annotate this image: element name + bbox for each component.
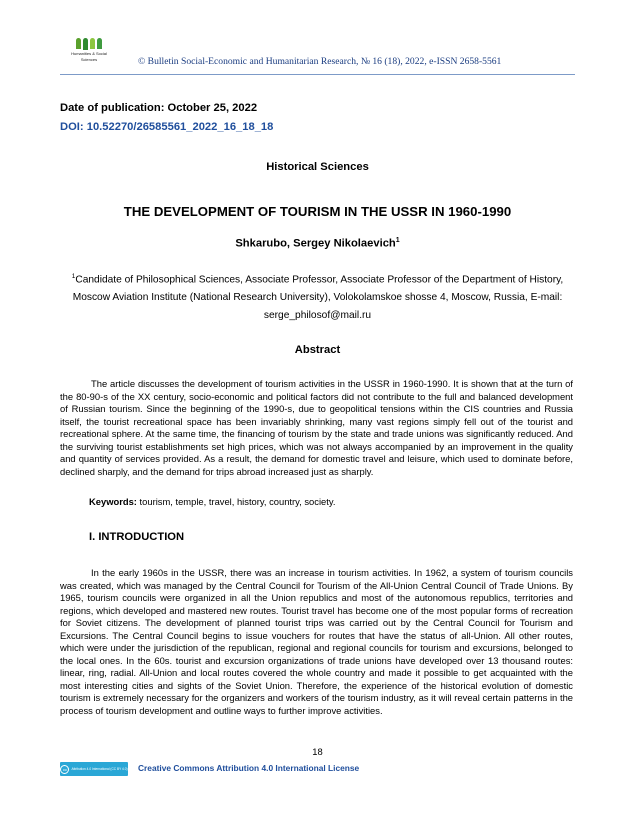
section-heading: Historical Sciences	[266, 161, 369, 173]
plant-icon	[76, 38, 81, 49]
publication-date: Date of publication: October 25, 2022	[60, 102, 258, 114]
author-superscript: 1	[395, 237, 400, 244]
affiliation-text: Candidate of Philosophical Sciences, Associate Professor, Associate Professor of the Department of History, Moscow Aviation Institute (National Research University), Volokolamskoe shosse 4, Moscow, Russia, E-mail: serge_philosof@mail.ru	[72, 274, 564, 322]
cc-badge-text: Attribution 4.0 International (CC BY 4.0)	[71, 767, 128, 771]
cc-icon: cc	[60, 765, 69, 774]
affiliation-superscript: 1	[71, 273, 76, 280]
logo-text-1: Humanities & Social	[71, 51, 107, 56]
author-text: Shkarubo, Sergey Nikolaevich	[235, 237, 396, 250]
header-divider	[60, 74, 575, 75]
affiliation	[60, 268, 575, 325]
keywords-list: tourism, temple, travel, history, country, society.	[139, 496, 336, 507]
abstract-text: The article discusses the development of tourism activities in the USSR in 1960-1990. It is shown that at the turn of the 80-90-s of the XX century, socio-economic and political factors did not contribute to the full and balanced development of Russian tourism. Since the beginning of the 1990-s, due to geopolitical tensions within the CIS countries and Russia itself, the tourist recreational space has been invariably shrinking, many vast regions simply fell out of the tourist and recreational sphere. At the same time, the financing of tourism by the state and trade unions was significantly reduced. And the surviving tourist establishments set high prices, which was not always accompanied by an improvement in the quality and quantity of services provided. As a result, the demand for domestic travel and leisure, which used to dominate before, declined sharply, and the demand for trips abroad increased just as sharply.	[60, 378, 573, 477]
plant-icon	[83, 38, 88, 50]
introduction-heading: I. INTRODUCTION	[89, 531, 185, 543]
abstract-heading: Abstract	[294, 344, 341, 356]
doi-link[interactable]: DOI: 10.52270/26585561_2022_16_18_18	[60, 121, 274, 133]
plants-icon	[62, 38, 116, 50]
journal-logo	[62, 38, 116, 62]
keywords-label: Keywords:	[89, 496, 137, 507]
journal-header: © Bulletin Social-Economic and Humanitarian Research, № 16 (18), 2022, e-ISSN 2658-5561	[138, 56, 502, 67]
article-title: THE DEVELOPMENT OF TOURISM IN THE USSR IN 1960-1990	[123, 204, 512, 219]
author-name	[60, 237, 575, 250]
introduction-text: In the early 1960s in the USSR, there was an increase in tourism activities. In 1962, a system of tourism councils was created, which was managed by the Central Council for Tourism of the All-Union Central Council of Trade Unions. By 1965, tourism councils were organized in all the Union republics and most of the autonomous republics, territories and regions, which developed and mastered new routes. Tourist travel has become one of the most popular forms of recreation for Soviet citizens. The development of planned tourist trips was carried out by the Central Council for Tourism and Excursions. The Central Council begins to issue vouchers for routes that have the status of all-Union. All other routes, which were under the jurisdiction of the republican, regional and regional councils for tourism and excursions, belonged to the local ones. In the 60s. tourist and excursion organizations of trade unions have developed over 13 thousand routes: linear, ring, radial. All-Union and local routes covered the whole country and made it possible to get acquainted with the most interesting cities and sights of the Soviet Union. Therefore, the experience of the historical evolution of domestic tourism is extremely necessary for the organizers and workers of the tourism industry, as it will reveal certain patterns in the process of tourism development and outline ways to further improve activities.	[60, 567, 573, 716]
logo-text-2: Sciences	[80, 57, 98, 62]
plant-icon	[97, 38, 102, 49]
page-number: 18	[312, 746, 323, 757]
keywords	[89, 496, 335, 507]
plant-icon	[90, 38, 95, 49]
license-text[interactable]: Creative Commons Attribution 4.0 International License	[138, 763, 360, 773]
cc-license-badge[interactable]	[60, 762, 128, 776]
